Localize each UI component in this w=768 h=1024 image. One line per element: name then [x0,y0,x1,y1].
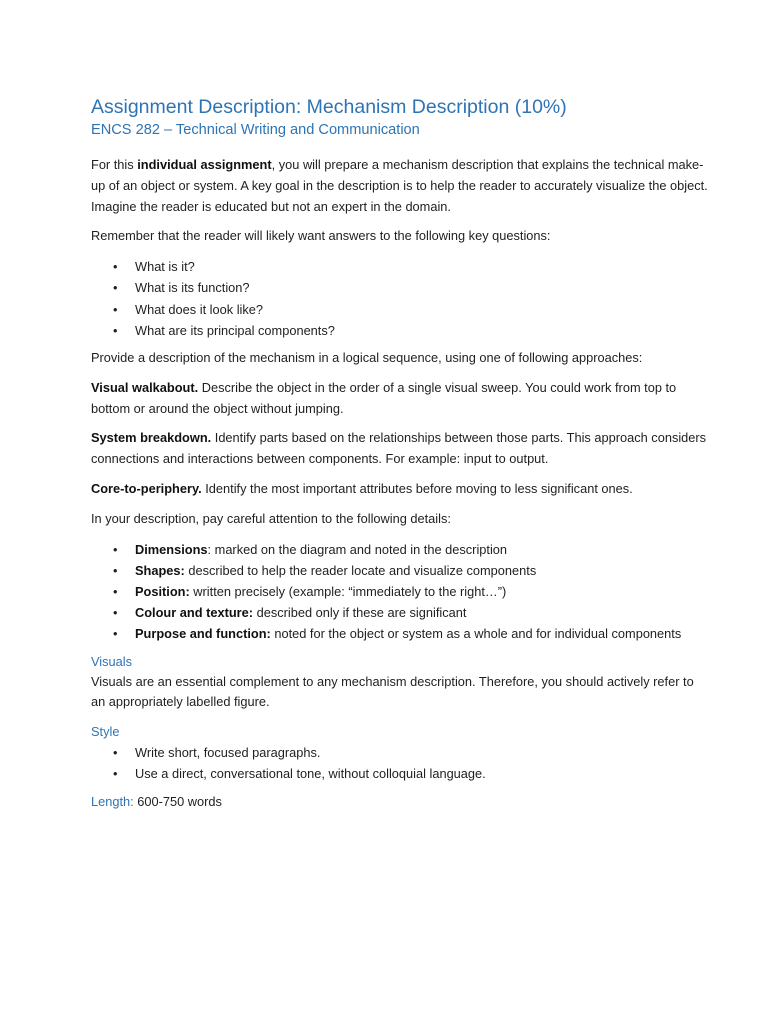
list-item: • What does it look like? [91,299,708,320]
bullet: • [113,605,118,621]
approach-core-to-periphery: Core-to-periphery. Identify the most important attributes before moving to less significant ones. [91,480,633,496]
bullet: • [113,259,118,275]
style-heading: Style [91,724,120,740]
approach-system-breakdown: System breakdown. Identify parts based on the relationships between those parts. This approach considers connections and interactions between components. For example: input to output. [91,430,707,467]
visuals-paragraph: Visuals are an essential complement to any mechanism description. Therefore, you should actively refer to an appropriately labelled figure. [91,673,694,710]
style-list [91,742,708,784]
list-item: • Colour and texture: described only if these are significant [91,602,708,623]
questions-list [91,256,708,341]
intro-paragraph [91,155,708,217]
bullet: • [113,766,118,782]
list-item: • Use a direct, conversational tone, without colloquial language. [91,763,708,784]
intro-bold: individual assignment [137,157,272,172]
length-label: Length: [91,793,134,809]
list-item: • Dimensions: marked on the diagram and noted in the description [91,539,708,560]
page-subtitle: ENCS 282 – Technical Writing and Communication [91,122,420,138]
length-value: 600-750 words [133,793,222,809]
visuals-heading: Visuals [91,653,133,669]
approach-visual-walkabout: Visual walkabout. Describe the object in the order of a single visual sweep. You could work from top to bottom or around the object without jumping. [91,379,677,416]
bullet: • [113,562,118,578]
details-intro: In your description, pay careful attention to the following details: [91,510,451,526]
approaches-intro: Provide a description of the mechanism in a logical sequence, using one of following approaches: [91,350,643,365]
list-item: • What are its principal components? [91,320,708,341]
list-item: • Shapes: described to help the reader locate and visualize components [91,560,708,581]
bullet: • [113,745,118,761]
list-item: • What is its function? [91,277,708,298]
intro-prefix: For this [91,157,138,172]
list-item: • Position: written precisely (example: “immediately to the right…”) [91,581,708,602]
length-line [91,792,708,813]
list-item: • Write short, focused paragraphs. [91,742,708,763]
bullet: • [113,626,118,642]
list-item: • What is it? [91,256,708,277]
list-item: • Purpose and function: noted for the object or system as a whole and for individual components [91,623,708,644]
intro-rest: , you will prepare a mechanism description that explains the technical make-up of an object or system. A key goal in the description is to help the reader to accurately visualize the object. Imagine the reader is educated but not an expert in the domain. [91,157,708,214]
questions-intro: Remember that the reader will likely want answers to the following key questions: [91,228,551,244]
bullet: • [113,280,118,296]
bullet: • [113,541,118,557]
bullet: • [113,583,118,599]
bullet: • [113,301,118,317]
page-title: Assignment Description: Mechanism Description (10%) [91,96,567,118]
details-list [91,539,708,645]
bullet: • [113,322,118,338]
